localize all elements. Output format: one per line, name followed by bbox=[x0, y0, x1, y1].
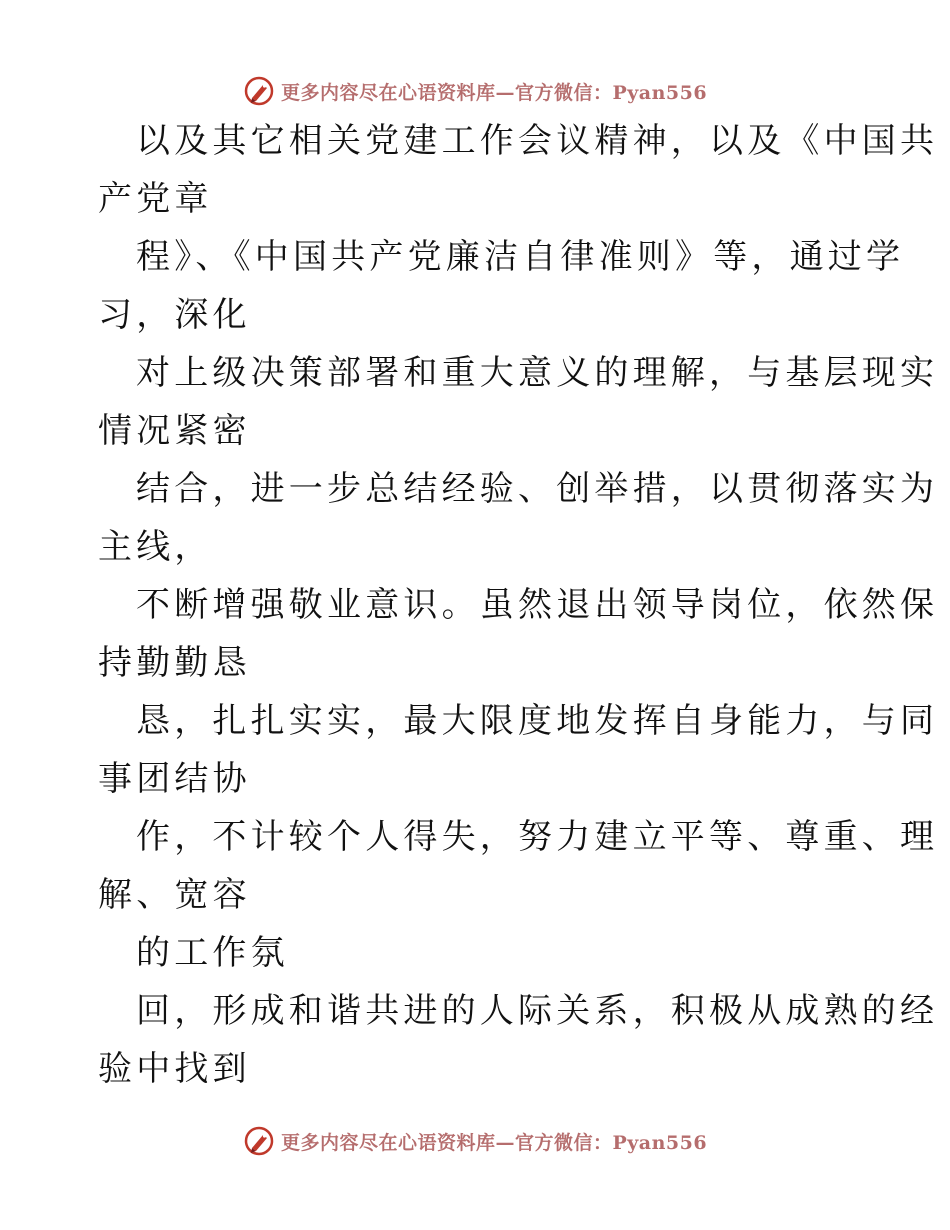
footer-watermark-banner bbox=[0, 1121, 950, 1161]
body-line: 解、宽容 bbox=[98, 875, 251, 915]
body-line: 的工作氛 bbox=[136, 933, 289, 973]
body-line: 验中找到 bbox=[98, 1049, 251, 1089]
body-line: 不断增强敬业意识。虽然退出领导岗位，依然保 bbox=[136, 585, 939, 625]
body-line: 持勤勤恳 bbox=[98, 643, 251, 683]
body-line: 主线， bbox=[98, 527, 213, 567]
body-line: 作，不计较个人得失，努力建立平等、尊重、理 bbox=[136, 817, 939, 857]
body-line: 习，深化 bbox=[98, 295, 251, 335]
body-line: 产党章 bbox=[98, 179, 213, 219]
pen-logo-icon bbox=[243, 75, 275, 107]
body-line: 对上级决策部署和重大意义的理解，与基层现实 bbox=[136, 353, 939, 393]
pen-logo-icon bbox=[243, 1125, 275, 1157]
body-line: 程》、《中国共产党廉洁自律准则》等，通过学 bbox=[136, 237, 905, 277]
body-line: 恳，扎扎实实，最大限度地发挥自身能力，与同 bbox=[136, 701, 939, 741]
body-line: 回，形成和谐共进的人际关系，积极从成熟的经 bbox=[136, 991, 939, 1031]
body-line: 以及其它相关党建工作会议精神，以及《中国共 bbox=[136, 121, 939, 161]
body-line: 事团结协 bbox=[98, 759, 251, 799]
body-line: 情况紧密 bbox=[98, 411, 251, 451]
footer-banner-text: 更多内容尽在心语资料库—官方微信：Pyan556 bbox=[280, 1131, 708, 1154]
body-line: 结合，进一步总结经验、创举措，以贯彻落实为 bbox=[136, 469, 939, 509]
header-banner-text: 更多内容尽在心语资料库—官方微信：Pyan556 bbox=[280, 81, 708, 104]
header-watermark-banner bbox=[0, 71, 950, 111]
